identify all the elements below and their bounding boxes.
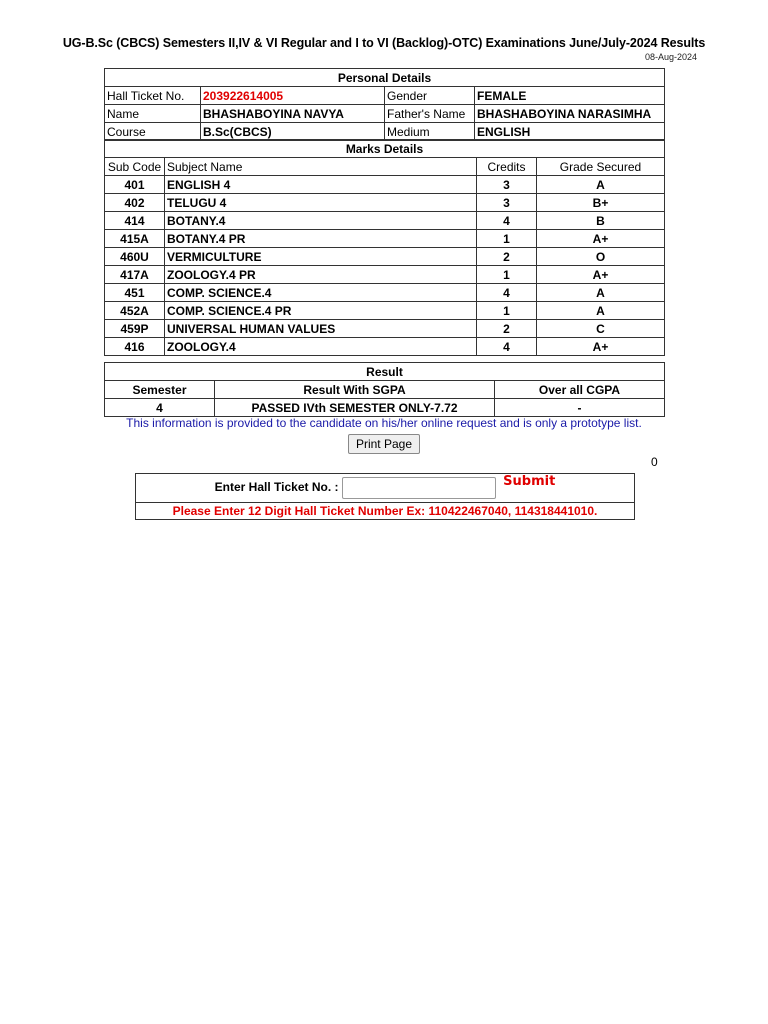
personal-details-header: Personal Details	[105, 69, 665, 87]
subject-name-cell: VERMICULTURE	[165, 248, 477, 266]
cgpa-value: -	[495, 399, 665, 417]
sub-code-cell: 460U	[105, 248, 165, 266]
grade-cell: A+	[537, 266, 665, 284]
semester-value: 4	[105, 399, 215, 417]
table-row	[105, 266, 665, 284]
submit-button[interactable]: Submit	[503, 474, 556, 490]
table-row	[105, 230, 665, 248]
medium-label: Medium	[385, 123, 475, 141]
col-overall-cgpa: Over all CGPA	[495, 381, 665, 399]
info-notice: This information is provided to the candidate on his/her online request and is only a prototype list.	[126, 416, 642, 430]
subject-name-cell: BOTANY.4 PR	[165, 230, 477, 248]
col-semester: Semester	[105, 381, 215, 399]
sub-code-cell: 402	[105, 194, 165, 212]
table-row	[105, 338, 665, 356]
subject-name-cell: UNIVERSAL HUMAN VALUES	[165, 320, 477, 338]
grade-cell: A	[537, 284, 665, 302]
course-value: B.Sc(CBCS)	[201, 123, 385, 141]
credits-cell: 1	[477, 302, 537, 320]
credits-cell: 2	[477, 248, 537, 266]
table-row	[105, 176, 665, 194]
col-subject-name: Subject Name	[165, 158, 477, 176]
result-header: Result	[105, 363, 665, 381]
marks-details-table	[104, 139, 665, 356]
hall-ticket-value: 203922614005	[201, 87, 385, 105]
sub-code-cell: 459P	[105, 320, 165, 338]
col-credits: Credits	[477, 158, 537, 176]
credits-cell: 2	[477, 320, 537, 338]
page-title: UG-B.Sc (CBCS) Semesters II,IV & VI Regular and I to VI (Backlog)-OTC) Examinations June/July-2024 Results	[62, 36, 706, 50]
table-row	[105, 248, 665, 266]
subject-name-cell: COMP. SCIENCE.4	[165, 284, 477, 302]
personal-details-table	[104, 68, 665, 141]
table-row	[105, 212, 665, 230]
result-table	[104, 362, 665, 417]
print-page-button[interactable]: Print Page	[348, 434, 420, 454]
gender-label: Gender	[385, 87, 475, 105]
sgpa-value: PASSED IVth SEMESTER ONLY-7.72	[215, 399, 495, 417]
grade-cell: B	[537, 212, 665, 230]
name-label: Name	[105, 105, 201, 123]
hall-ticket-search-form	[135, 473, 635, 520]
hall-ticket-input-label: Enter Hall Ticket No. :	[214, 480, 339, 495]
date-label: 08-Aug-2024	[644, 52, 697, 62]
father-name-value: BHASHABOYINA NARASIMHA	[475, 105, 665, 123]
grade-cell: A	[537, 176, 665, 194]
col-result-sgpa: Result With SGPA	[215, 381, 495, 399]
father-name-label: Father's Name	[385, 105, 475, 123]
marks-details-header: Marks Details	[105, 140, 665, 158]
credits-cell: 3	[477, 194, 537, 212]
credits-cell: 1	[477, 266, 537, 284]
hall-ticket-input[interactable]	[342, 477, 496, 499]
hall-ticket-label: Hall Ticket No.	[105, 87, 201, 105]
gender-value: FEMALE	[475, 87, 665, 105]
credits-cell: 3	[477, 176, 537, 194]
table-row	[105, 320, 665, 338]
visit-counter: 0	[651, 455, 658, 469]
credits-cell: 4	[477, 212, 537, 230]
col-sub-code: Sub Code	[105, 158, 165, 176]
subject-name-cell: ZOOLOGY.4	[165, 338, 477, 356]
table-row	[105, 284, 665, 302]
sub-code-cell: 417A	[105, 266, 165, 284]
sub-code-cell: 416	[105, 338, 165, 356]
sub-code-cell: 401	[105, 176, 165, 194]
hall-ticket-warning: Please Enter 12 Digit Hall Ticket Number Ex: 110422467040, 114318441010.	[136, 503, 635, 520]
name-value: BHASHABOYINA NAVYA	[201, 105, 385, 123]
sub-code-cell: 451	[105, 284, 165, 302]
grade-cell: A+	[537, 338, 665, 356]
sub-code-cell: 452A	[105, 302, 165, 320]
credits-cell: 4	[477, 284, 537, 302]
subject-name-cell: ZOOLOGY.4 PR	[165, 266, 477, 284]
medium-value: ENGLISH	[475, 123, 665, 141]
credits-cell: 1	[477, 230, 537, 248]
grade-cell: O	[537, 248, 665, 266]
grade-cell: B+	[537, 194, 665, 212]
search-row	[136, 474, 635, 503]
grade-cell: A+	[537, 230, 665, 248]
subject-name-cell: ENGLISH 4	[165, 176, 477, 194]
sub-code-cell: 414	[105, 212, 165, 230]
subject-name-cell: TELUGU 4	[165, 194, 477, 212]
course-label: Course	[105, 123, 201, 141]
grade-cell: A	[537, 302, 665, 320]
sub-code-cell: 415A	[105, 230, 165, 248]
col-grade: Grade Secured	[537, 158, 665, 176]
credits-cell: 4	[477, 338, 537, 356]
table-row	[105, 194, 665, 212]
subject-name-cell: BOTANY.4	[165, 212, 477, 230]
subject-name-cell: COMP. SCIENCE.4 PR	[165, 302, 477, 320]
grade-cell: C	[537, 320, 665, 338]
table-row	[105, 302, 665, 320]
